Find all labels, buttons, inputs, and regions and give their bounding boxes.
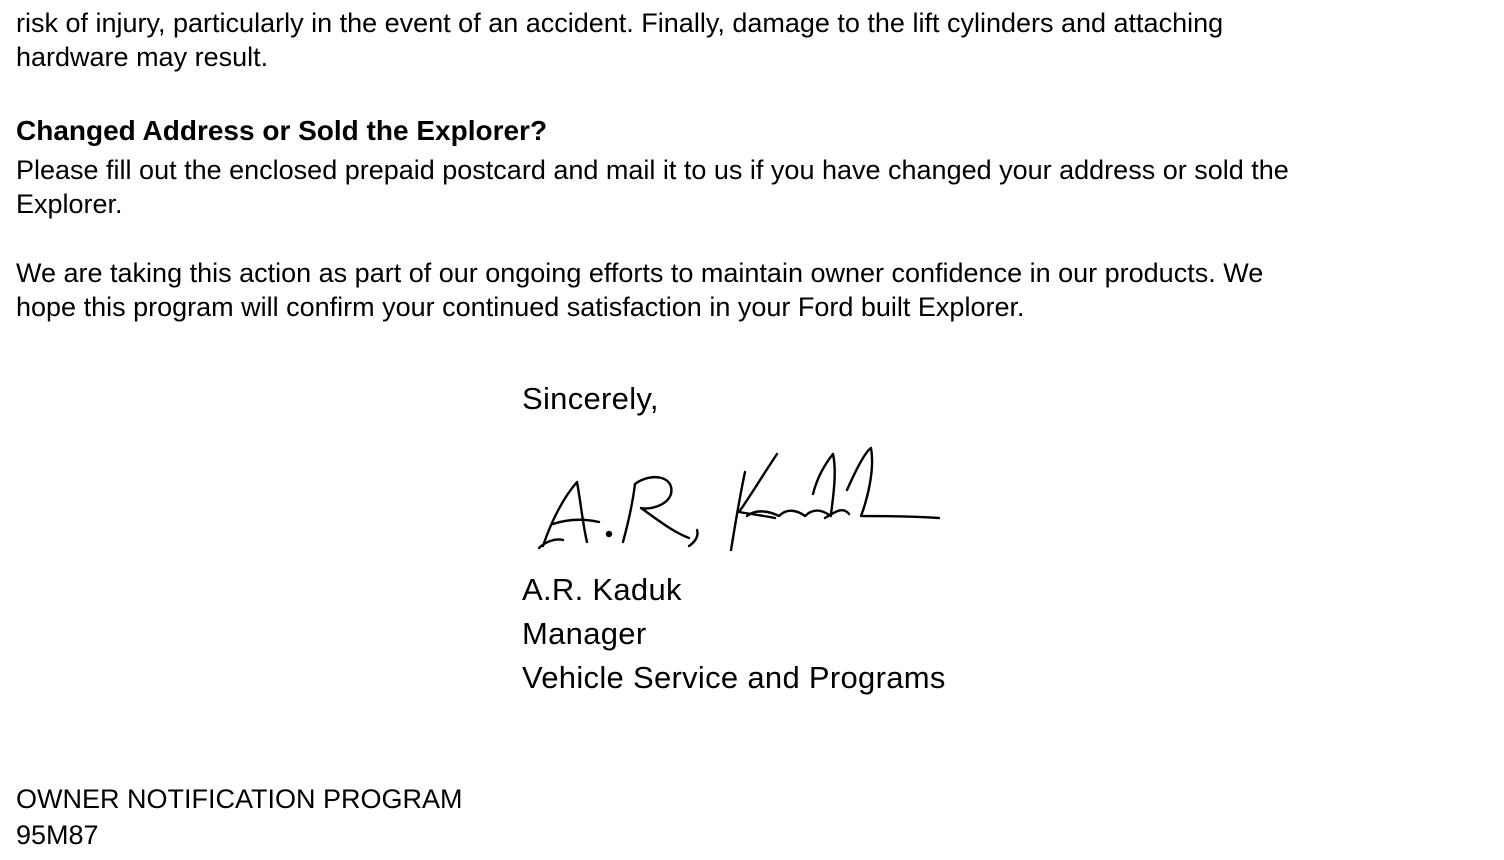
paragraph-injury-risk-line-1: risk of injury, particularly in the event of an accident. Finally, damage to the lift cylinders and attaching [16,8,1224,38]
footer-program-info [16,781,463,853]
paragraph-changed-address [16,153,1486,221]
program-name: OWNER NOTIFICATION PROGRAM [16,784,463,814]
signer-block [522,568,946,700]
paragraph-owner-confidence [16,256,1486,324]
paragraph-changed-address-line-1: Please fill out the enclosed prepaid postcard and mail it to us if you have changed your address or sold the [16,155,1289,185]
paragraph-injury-risk-line-2: hardware may result. [16,42,269,72]
signer-title: Manager [522,616,647,651]
handwritten-signature [525,442,945,554]
paragraph-owner-confidence-line-1: We are taking this action as part of our ongoing efforts to maintain owner confidence in our products. We [16,258,1264,288]
paragraph-changed-address-line-2: Explorer. [16,189,123,219]
signer-department: Vehicle Service and Programs [522,660,946,695]
signer-name: A.R. Kaduk [522,572,682,607]
program-code: 95M87 [16,820,99,850]
section-heading-changed-address: Changed Address or Sold the Explorer? [16,115,548,146]
paragraph-injury-risk [16,6,1486,74]
paragraph-owner-confidence-line-2: hope this program will confirm your continued satisfaction in your Ford built Explorer. [16,292,1025,322]
salutation: Sincerely, [522,381,659,416]
